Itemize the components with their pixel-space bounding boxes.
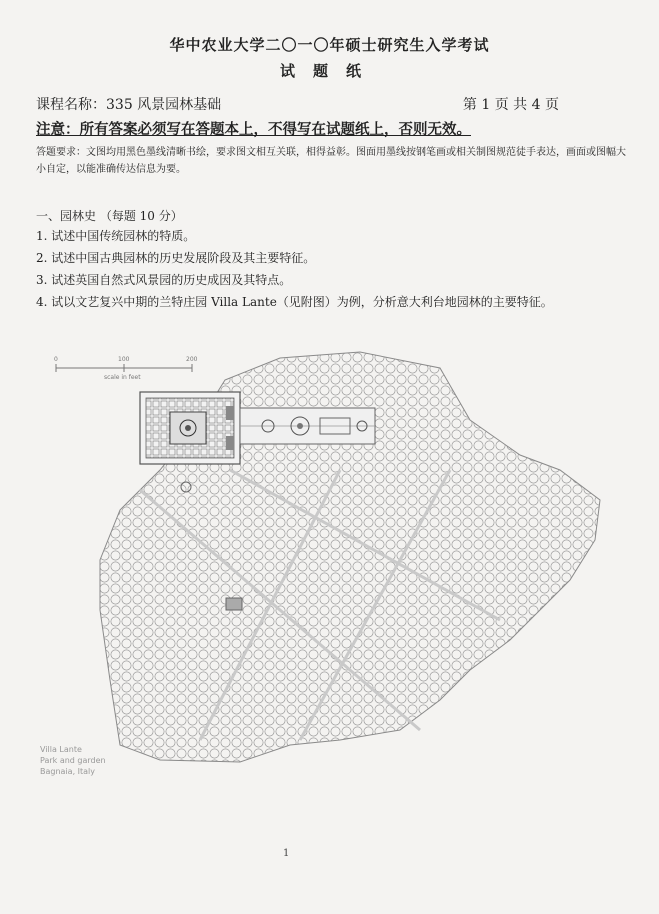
figure-caption-line-1: Villa Lante	[40, 745, 82, 754]
scale-label-0: 0	[54, 356, 58, 363]
scale-caption: scale in feet	[104, 374, 141, 381]
question-3: 3. 试述英国自然式风景园的历史成因及其特点。	[36, 273, 292, 287]
scale-label-100: 100	[118, 356, 130, 363]
course-name: 课程名称：335 风景园林基础	[36, 97, 222, 113]
page-info: 第 1 页 共 4 页	[462, 97, 559, 113]
paper-label: 试题纸	[279, 62, 379, 80]
notice: 注意：所有答案必须写在答题本上，不得写在试题纸上，否则无效。	[36, 121, 471, 138]
exam-title: 华中农业大学二〇一〇年硕士研究生入学考试	[169, 36, 490, 54]
page-mark: 1	[283, 848, 290, 859]
question-1: 1. 试述中国传统园林的特质。	[36, 229, 196, 243]
question-2: 2. 试述中国古典园林的历史发展阶段及其主要特征。	[36, 251, 316, 265]
scale-bar	[56, 364, 192, 372]
section-title: 一、园林史 （每题 10 分）	[36, 209, 183, 223]
figure-caption-line-3: Bagnaia, Italy	[40, 767, 96, 776]
answer-requirements: 答题要求：文图均用黑色墨线清晰书绘，要求图文相互关联，相得益彰。图面用墨线按钢笔画或相关制图规范徒手表达，画面或图幅大小自定，以能准确传达信息为要。	[36, 147, 626, 175]
scale-label-200: 200	[186, 356, 198, 363]
question-4: 4. 试以文艺复兴中期的兰特庄园 Villa Lante（见附图）为例，分析意大利台地园林的主要特征。	[36, 295, 553, 309]
figure-caption-line-2: Park and garden	[40, 756, 106, 765]
villa-lante-plan-figure	[0, 330, 659, 850]
